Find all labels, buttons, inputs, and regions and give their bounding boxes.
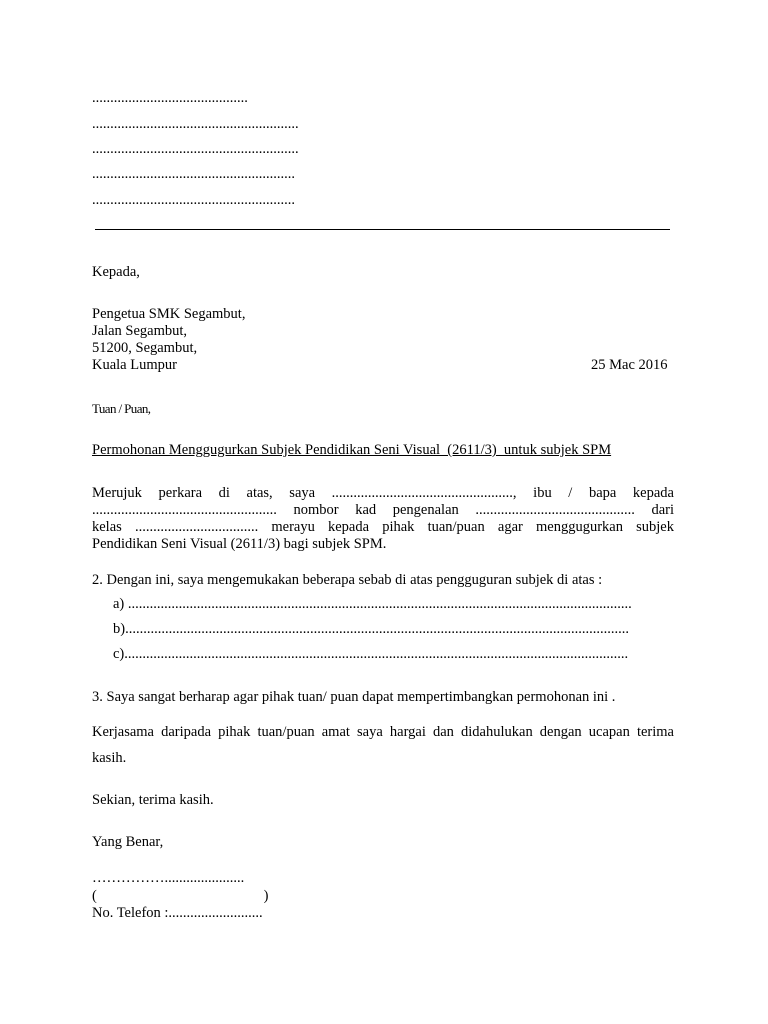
reason-b: b)........................................................................................................................................... <box>113 621 629 637</box>
para1-line-3: kelas .................................. merayu kepada pihak tuan/puan agar menggugurkan subjek <box>92 519 674 535</box>
letter-date: 25 Mac 2016 <box>591 357 668 373</box>
recipient-line-1: Pengetua SMK Segambut, <box>92 306 246 322</box>
yang-benar: Yang Benar, <box>92 834 164 850</box>
header-divider <box>95 229 670 230</box>
para4-line-1: Kerjasama daripada pihak tuan/puan amat saya hargai dan didahulukan dengan ucapan terima <box>92 724 674 740</box>
closing: Sekian, terima kasih. <box>92 792 214 808</box>
para1-line-1: Merujuk perkara di atas, saya .................................................., ibu / bapa kepada <box>92 485 674 501</box>
sender-line-5: ........................................................ <box>92 192 295 208</box>
para4-line-2: kasih. <box>92 750 127 766</box>
sender-line-1: ........................................... <box>92 90 248 106</box>
letter-subject: Permohonan Menggugurkan Subjek Pendidikan Seni Visual (2611/3) untuk subjek SPM <box>92 442 612 458</box>
sender-line-3: ......................................................... <box>92 141 299 157</box>
para3: 3. Saya sangat berharap agar pihak tuan/ puan dapat mempertimbangkan permohonan ini . <box>92 689 616 705</box>
greeting: Kepada, <box>92 264 140 280</box>
signature-name-brackets: ( ) <box>92 888 269 904</box>
reason-a: a) ........................................................................................................................................... <box>113 596 632 612</box>
para1-line-4: Pendidikan Seni Visual (2611/3) bagi subjek SPM. <box>92 536 387 552</box>
salutation: Tuan / Puan, <box>92 401 151 416</box>
recipient-line-3: 51200, Segambut, <box>92 340 198 356</box>
recipient-line-4: Kuala Lumpur <box>92 357 177 373</box>
phone-number: No. Telefon :.......................... <box>92 905 263 921</box>
sender-line-2: ......................................................... <box>92 116 299 132</box>
para1-line-2: ................................................... nombor kad pengenalan ............................................ dari <box>92 502 674 518</box>
signature-line: ……………...................... <box>92 870 245 886</box>
sender-line-4: ........................................................ <box>92 166 295 182</box>
para2: 2. Dengan ini, saya mengemukakan beberapa sebab di atas pengguguran subjek di atas : <box>92 572 603 588</box>
recipient-line-2: Jalan Segambut, <box>92 323 188 339</box>
reason-c: c)........................................................................................................................................... <box>113 646 629 662</box>
